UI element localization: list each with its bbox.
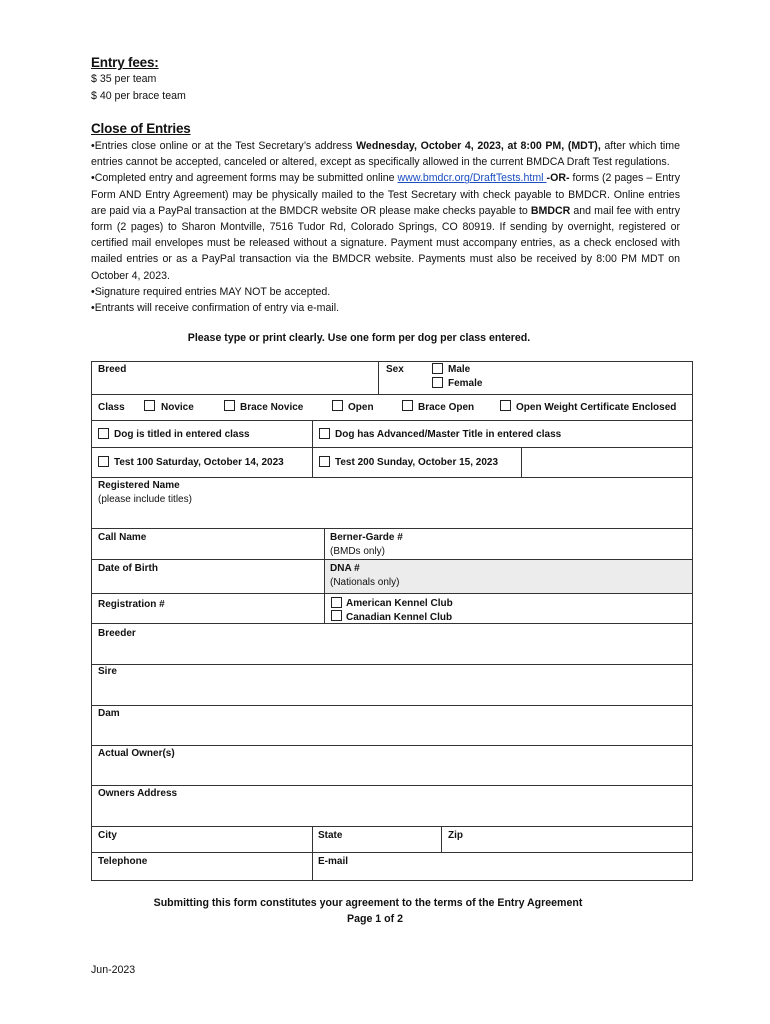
registration-label: Registration # [98, 599, 165, 610]
berner-garde-note: (BMDs only) [330, 546, 386, 557]
zip-label: Zip [448, 830, 463, 841]
draft-tests-link[interactable]: www.bmdcr.org/DraftTests.html [397, 172, 547, 185]
or-text: -OR- [546, 172, 570, 185]
dna-label: DNA # [330, 563, 360, 574]
brace-open-checkbox[interactable] [402, 400, 413, 411]
page-number: Page 1 of 2 [347, 913, 403, 925]
brace-novice-label: Brace Novice [240, 402, 304, 413]
revision-date: Jun-2023 [91, 964, 136, 976]
female-checkbox[interactable] [432, 377, 443, 388]
ckc-label: Canadian Kennel Club [346, 612, 453, 623]
email-label: E-mail [318, 856, 349, 867]
male-checkbox[interactable] [432, 363, 443, 374]
call-name-label: Call Name [98, 532, 147, 543]
brace-open-label: Brace Open [418, 402, 475, 413]
deadline-text: Wednesday, October 4, 2023, at 8:00 PM, (MDT), [356, 140, 601, 152]
registered-name-label: Registered Name [98, 480, 180, 491]
telephone-label: Telephone [98, 856, 148, 867]
akc-label: American Kennel Club [346, 598, 453, 609]
close-of-entries-text [91, 138, 680, 316]
titled-checkbox[interactable] [98, 428, 109, 439]
breeder-label: Breeder [98, 628, 136, 639]
dam-label: Dam [98, 708, 120, 719]
close-of-entries-heading: Close of Entries [91, 121, 191, 136]
berner-garde-label: Berner-Garde # [330, 532, 403, 543]
open-checkbox[interactable] [332, 400, 343, 411]
advanced-title-label: Dog has Advanced/Master Title in entered class [335, 429, 562, 440]
entries-close-paragraph [91, 138, 680, 170]
female-label: Female [448, 378, 483, 389]
registered-name-note: (please include titles) [98, 494, 192, 505]
sex-label: Sex [386, 364, 404, 375]
titled-label: Dog is titled in entered class [114, 429, 250, 440]
novice-checkbox[interactable] [144, 400, 155, 411]
entry-fees-heading: Entry fees: [91, 55, 159, 70]
open-weight-checkbox[interactable] [500, 400, 511, 411]
p2-text: •Completed entry and agreement forms may be submitted online [91, 172, 398, 185]
brace-novice-checkbox[interactable] [224, 400, 235, 411]
p2-tail: and mail fee with entry form (2 pages) to Sharon Montville, 7516 Tudor Rd, Colorado Springs, CO 80919. If sending by overnight, registered or certified mail envelopes must be released without a signature. Payment must accompany entries, as a check enclosed with mailed entries or as a PayPal transaction via the BMDCR website. Payments must also be received by 8:00 PM MDT on October 4, 2023. [91, 204, 680, 282]
test200-label: Test 200 Sunday, October 15, 2023 [335, 457, 499, 468]
owner-label: Actual Owner(s) [98, 748, 175, 759]
entry-form-table [91, 361, 693, 881]
state-label: State [318, 830, 343, 841]
open-weight-label: Open Weight Certificate Enclosed [516, 402, 677, 413]
address-label: Owners Address [98, 788, 178, 799]
ckc-checkbox[interactable] [331, 610, 342, 621]
test100-label: Test 100 Saturday, October 14, 2023 [114, 457, 284, 468]
p1-text: •Entries close online or at the Test Secretary’s address [91, 140, 357, 152]
open-label: Open [348, 402, 374, 413]
instruction-text: Please type or print clearly. Use one form per dog per class entered. [187, 332, 531, 344]
signature-paragraph: •Signature required entries MAY NOT be accepted. [91, 285, 331, 298]
city-label: City [98, 830, 117, 841]
sire-label: Sire [98, 666, 117, 677]
male-label: Male [448, 364, 471, 375]
dna-note: (Nationals only) [330, 577, 400, 588]
fee-team: $ 35 per team [91, 73, 157, 85]
bmdcr-text: BMDCR [530, 204, 571, 217]
p1-rest: after which time entries cannot be accepted, canceled or altered, except as specifically allowed in the current BMDCA Draft Test regulations. [91, 140, 680, 169]
p2-rest: forms (2 pages – Entry Form AND Entry Agreement) may be physically mailed to the Test Secretary with check payable to BMDCR. Online entries are paid via a PayPal transaction at the BMDCR website OR please make checks payable to [91, 172, 681, 217]
breed-label: Breed [98, 364, 127, 375]
fee-brace: $ 40 per brace team [91, 90, 186, 102]
advanced-title-checkbox[interactable] [319, 428, 330, 439]
novice-label: Novice [161, 402, 194, 413]
dob-label: Date of Birth [98, 563, 158, 574]
class-label: Class [98, 402, 125, 413]
confirmation-paragraph: •Entrants will receive confirmation of entry via e-mail. [91, 302, 340, 315]
akc-checkbox[interactable] [331, 597, 342, 608]
test100-checkbox[interactable] [98, 456, 109, 467]
agreement-text: Submitting this form constitutes your agreement to the terms of the Entry Agreement [153, 897, 583, 909]
test200-checkbox[interactable] [319, 456, 330, 467]
submission-paragraph [91, 170, 680, 283]
